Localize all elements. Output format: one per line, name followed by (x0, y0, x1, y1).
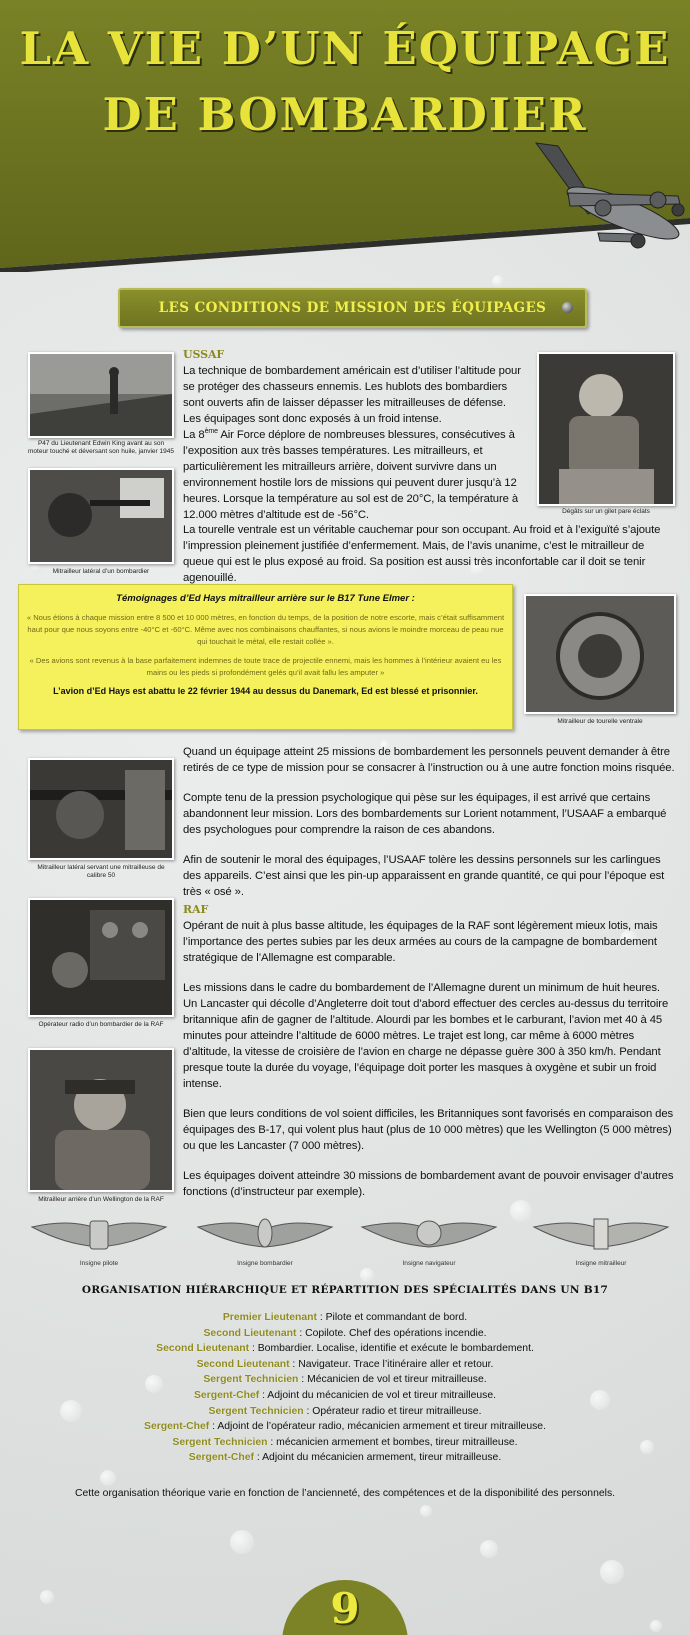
bombardier-wings-icon (194, 1213, 336, 1257)
role-rank: Second Lieutenant (203, 1327, 297, 1339)
photo-ball-turret (524, 594, 676, 714)
role-row (0, 1326, 690, 1342)
section-title: LES CONDITIONS DE MISSION DES ÉQUIPAGES (158, 300, 547, 316)
role-rank: Second Lieutenant (156, 1343, 250, 1355)
raf-paragraph-2: Les missions dans le cadre du bombardement de l’Allemagne durent un minimum de huit heures. Un Lancaster qui décolle d’Angleterre doit tout d’abord effectuer des cercles au-dessus du territoire britannique afin de gagner de l’altitude. Alourdi par les bombes et le carburant, l’avion met 40 à 45 minutes pour atteindre l’altitude de 6000 mètres. Le trajet est long, car même à 6000 mètres d’altitude, la vitesse de croisière de l’avion en charge ne dépasse guère 300 à 350 km/h. Pendant presque toute la durée du voyage, l’équipage doit porter les masques à oxygène et subir un froid intense. (183, 981, 669, 1090)
role-row (0, 1404, 690, 1420)
decor-bubble (492, 275, 504, 287)
decor-bubble (480, 1540, 498, 1558)
title-line-1: LA VIE D’UN ÉQUIPAGE (19, 22, 671, 75)
bomber-plane-icon (528, 138, 688, 273)
role-desc: : Opérateur radio et tireur mitrailleuse. (303, 1405, 482, 1417)
photo-waist-gunner-cal50 (28, 758, 174, 860)
caption-waist-gunner-cal50: Mitrailleur latéral servant une mitrailleuse de calibre 50 (37, 864, 165, 880)
role-row (0, 1341, 690, 1357)
role-row (0, 1450, 690, 1466)
usaaf-paragraph-3: La tourelle ventrale est un véritable cauchemar pour son occupant. Au froid et à l’exiguïté s’ajoute l’impression pleinement justifiée d’enfermement. Mais, de l’avis unanime, c’est le mitrailleur de queue qui est le plus exposé au froid. Sa position est aussi très inconfortable car il doit se tenir agenouillé. (183, 524, 661, 585)
usaaf-paragraph-2 (183, 427, 523, 523)
insignia-label-navigator: Insigne navigateur (402, 1260, 456, 1267)
decor-bubble (650, 1620, 662, 1632)
pilot-wings-icon (28, 1213, 170, 1257)
decor-bubble (230, 1530, 254, 1554)
raf-paragraph-4: Les équipages doivent atteindre 30 missions de bombardement avant de pouvoir envisager d’autres fonctions (d’instructeur par exemple). (183, 1170, 674, 1199)
banner-rivet-icon (562, 302, 573, 313)
photo-waist-gunner (28, 468, 174, 564)
role-row (0, 1372, 690, 1388)
role-rank: Second Lieutenant (196, 1358, 290, 1370)
raf-paragraph-3: Bien que leurs conditions de vol soient difficiles, les Britanniques sont favorisés en comparaison des équipages des B-17, qui volent plus haut (plus de 10 000 mètres) que les Wellington (5 000 mètres) ou que les Lancaster (7 000 mètres). (183, 1107, 674, 1152)
testimony-quote-2: « Des avions sont revenus à la base parfaitement indemnes de toute trace de projectile ennemi, mais les hommes à l’intérieur avaient eu les mains ou les pieds si profondément gelés qu’il avait fallu les amputer » (29, 656, 502, 678)
insignia-label-bombardier: Insigne bombardier (237, 1260, 293, 1267)
role-rank: Sergent Technicien (203, 1374, 299, 1386)
role-rank: Sergent Technicien (208, 1405, 304, 1417)
testimony-quote-1: « Nous étions à chaque mission entre 8 500 et 10 000 mètres, en fonction du temps, de la position de notre escorte, mais c’était suffisamment haut pour que nous soyons entre -40°C et -60°C. Même avec nos combinaisons chauffantes, si nous avions le moindre morceau de peau nue qui touchait le métal, elle restait collée ». (26, 613, 505, 646)
caption-waist-gunner: Mitrailleur latéral d’un bombardier (52, 568, 150, 575)
photo-vest-damage (537, 352, 675, 506)
role-row (0, 1435, 690, 1451)
testimony-conclusion: L’avion d’Ed Hays est abattu le 22 février 1944 au dessus du Danemark, Ed est blessé et prisonnier. (53, 685, 478, 696)
title-line-2: DE BOMBARDIER (102, 88, 588, 141)
role-rank: Sergent-Chef (188, 1452, 255, 1464)
caption-p47: P47 du Lieutenant Edwin King avant au son moteur touché et déversant son huile, janvier 1945 (28, 440, 174, 456)
role-rank: Sergent-Chef (144, 1421, 210, 1433)
photo-radio-operator (28, 898, 174, 1017)
navigator-wings-icon (358, 1213, 500, 1257)
role-desc: : Bombardier. Localise, identifie et exécute le bombardement. (249, 1343, 534, 1355)
middle-paragraph-1: Quand un équipage atteint 25 missions de bombardement les personnels peuvent demander à être retirés de ce type de mission pour se consacrer à l’instruction ou à une autre fonction moins risquée. (183, 746, 675, 775)
section-banner (118, 288, 587, 328)
decor-bubble (510, 1200, 532, 1222)
role-desc: : Mécanicien de vol et tireur mitrailleuse. (298, 1374, 487, 1386)
middle-paragraph-3: Afin de soutenir le moral des équipages, l’USAAF tolère les dessins personnels sur les carlingues des appareils. C’est ainsi que les pin-up apparaissent en grande quantité, ce qui pour l’époque est très « osé ». (183, 854, 665, 899)
decor-bubble (40, 1590, 54, 1604)
role-row (0, 1388, 690, 1404)
raf-heading: RAF (183, 903, 209, 916)
decor-bubble (600, 1560, 624, 1584)
caption-radio-operator: Opérateur radio d’un bombardier de la RAF (38, 1021, 164, 1028)
gunner-wings-icon (530, 1213, 672, 1257)
role-row (0, 1310, 690, 1326)
role-desc: : mécanicien armement et bombes, tireur mitrailleuse. (267, 1436, 518, 1448)
role-desc: : Navigateur. Trace l’itinéraire aller et retour. (289, 1358, 494, 1370)
role-rank: Sergent Technicien (172, 1436, 268, 1448)
role-rank: Sergent-Chef (193, 1390, 260, 1402)
insignia-label-pilot: Insigne pilote (79, 1260, 119, 1267)
role-desc: : Adjoint de l’opérateur radio, mécanicien armement et tireur mitrailleuse. (209, 1421, 546, 1433)
role-desc: : Adjoint du mécanicien de vol et tireur mitrailleuse. (259, 1390, 497, 1402)
caption-ball-turret: Mitrailleur de tourelle ventrale (557, 718, 643, 725)
decor-bubble (360, 1268, 374, 1282)
organisation-note: Cette organisation théorique varie en fonction de l’ancienneté, des compétences et de la disponibilité des personnels. (74, 1488, 616, 1499)
usaaf-p2-lead: La 8 (183, 428, 205, 441)
role-desc: : Adjoint du mécanicien armement, tireur mitrailleuse. (254, 1452, 502, 1464)
testimony-box (18, 584, 513, 730)
usaaf-p2-sup: ème (204, 427, 218, 435)
page-number-tab (282, 1580, 408, 1635)
role-desc: : Pilote et commandant de bord. (316, 1312, 468, 1323)
caption-tail-gunner: Mitrailleur arrière d’un Wellington de la RAF (38, 1196, 164, 1203)
role-rank: Premier Lieutenant (222, 1312, 317, 1323)
caption-vest-damage: Dégâts sur un gilet pare éclats (562, 508, 650, 515)
usaaf-p2-text: Air Force déplore de nombreuses blessures, consécutives à l’exposition aux très basses températures. Les mitrailleurs, et particulièrement les mitrailleurs arrière, doivent survivre dans un environnement hostile lors de missions qui peuvent durer jusqu’à 12 heures. Lorsque la température au sol est de 20°C, la température à 12.000 mètres d’altitude est de -56°C. (183, 428, 519, 521)
photo-p47 (28, 352, 174, 438)
organisation-title: ORGANISATION HIÉRARCHIQUE ET RÉPARTITION DES SPÉCIALITÉS DANS UN B17 (81, 1284, 609, 1296)
role-desc: : Copilote. Chef des opérations incendie. (296, 1327, 487, 1339)
raf-paragraph-1: Opérant de nuit à plus basse altitude, les équipages de la RAF sont légèrement mieux lotis, mais l’importance des pertes subies par les deux armées au cours de la campagne de bombardement stratégique de l’Allemagne est comparable. (183, 919, 658, 964)
raf-section (183, 902, 675, 1200)
photo-tail-gunner (28, 1048, 174, 1192)
insignia-label-gunner: Insigne mitrailleur (575, 1260, 627, 1267)
usaaf-heading: USSAF (183, 348, 225, 361)
page-number: 9 (330, 1584, 360, 1633)
testimony-title: Témoignages d’Ed Hays mitrailleur arrière sur le B17 Tune Elmer : (116, 593, 415, 604)
role-row (0, 1357, 690, 1373)
middle-section (183, 744, 675, 900)
role-row (0, 1419, 690, 1435)
header-banner (0, 0, 690, 272)
usaaf-paragraph-1: La technique de bombardement américain est d’utiliser l’altitude pour se protéger des chasseurs ennemis. Les hublots des bombardiers sont ouverts afin de laisser dépasser les mitrailleuses de défense. Les équipages sont donc exposés à un froid intense. (183, 364, 521, 425)
organisation-list (0, 1310, 690, 1466)
usaaf-section (183, 347, 523, 523)
decor-bubble (420, 1505, 432, 1517)
middle-paragraph-2: Compte tenu de la pression psychologique qui pèse sur les équipages, il est arrivé que certains abandonnent leur mission. Lors des bombardements sur Lorient notamment, l’USAAF a embarqué des psychologues pour comprendre la raison de ces abandons. (183, 792, 667, 837)
decor-bubble (100, 1470, 116, 1486)
